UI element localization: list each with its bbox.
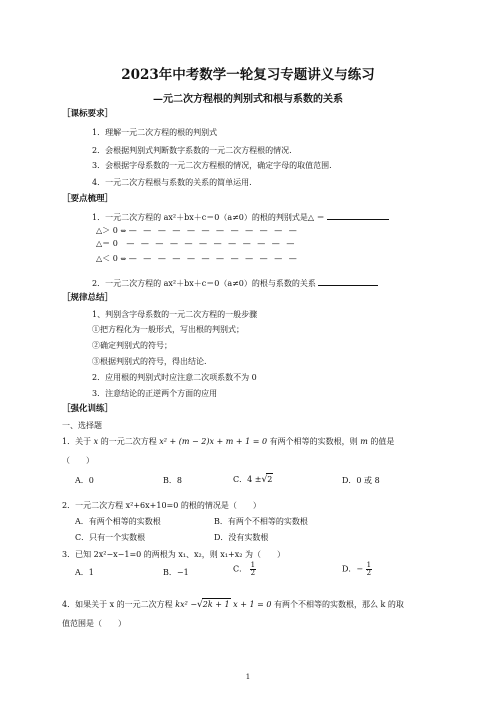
answer-blank [318,277,378,286]
key-point-1-text: 1．一元二次方程的 ax²＋bx＋c＝0（a≠0）的根的判别式是△ ＝ [92,213,325,222]
q1-option-d: D．0 或 8 [342,476,380,485]
case-negative [96,253,299,265]
q3-option-d [342,562,372,577]
page-number: 1 [245,673,251,681]
rule-1-step-c: ③根据判别式的符号，得出结论. [92,357,207,366]
document-subtitle: —元二次方程根的判别式和根与系数的关系 [153,94,343,105]
q3-option-a: A．1 [75,568,94,577]
iff-symbol: ⇔ [120,255,127,263]
answer-dashes: — — — — — — — — — — — — [128,254,299,263]
q3-option-d-fraction [366,562,372,577]
case-positive-label: △＞ 0 [96,226,118,235]
q1-text-b: 的一元二次方程 [100,437,157,446]
answer-blank [327,211,389,220]
sqrt-symbol: √ [197,600,203,610]
q2-option-a: A．有两个相等的实数根 [75,517,161,526]
section-summary-heading: ［规律总结］ [62,293,114,303]
denominator: 2 [366,569,372,577]
q1-text-a: 1．关于 [62,437,92,446]
question-4 [62,598,404,611]
key-point-2 [92,277,378,289]
q4-radicand: 2k + 1 [202,600,230,609]
question-2: 2．一元二次方程 x²+6x+10=0 的根的情况是（ ） [62,501,261,510]
q3-option-c-fraction [250,562,256,577]
q3-option-c [233,562,256,577]
q4-continuation: 值范围是（ ） [62,619,126,628]
case-zero [96,238,296,249]
requirement-2: 2．会根据判别式判断数字系数的一元二次方程根的情况. [92,146,292,155]
rule-1: 1、判别含字母系数的一元二次方程的一般步骤 [92,310,258,319]
document-title: 2023年中考数学一轮复习专题讲义与练习 [121,67,375,83]
answer-dashes: — — — — — — — — — — — — [128,226,299,235]
denominator: 2 [250,569,256,577]
case-positive [96,225,299,237]
q3-option-c-label: C． [233,564,248,574]
section-curriculum-heading: ［课标要求］ [62,109,114,119]
numerator: 1 [366,561,372,569]
case-zero-label: △＝ 0 [96,239,118,248]
rule-1-step-a: ①把方程化为一般形式，写出根的判别式； [92,325,244,334]
rule-1-step-b: ②确定判别式的符号； [92,341,172,350]
question-1 [62,436,394,447]
section-key-points-heading: ［要点梳理］ [62,194,114,204]
q1-paren: （ ） [62,456,94,465]
q1-var-x: x [93,437,99,446]
q1-equation: x² + (m − 2)x + m + 1 = 0 [159,437,268,446]
question-3: 3．已知 2x²−x−1=0 的两根为 x₁、x₂，则 x₁+x₂ 为（ ） [62,550,285,559]
q4-equation-part2: x + 1 = 0 [233,600,272,609]
q1-option-a: A．0 [75,476,94,485]
case-negative-label: △＜ 0 [96,254,118,263]
q4-text-a: 4．如果关于 x 的一元二次方程 [62,600,173,609]
q1-option-c [233,473,273,486]
q1-var-m: m [360,437,368,446]
q2-option-b: B．有两个不相等的实数根 [214,517,308,526]
rule-2: 2．应用根的判别式时应注意二次项系数不为 0 [92,373,257,382]
q4-text-b: 有两个不相等的实数根，那么 k 的取 [274,600,404,609]
sqrt-symbol: √ [261,475,268,485]
numerator: 1 [250,561,256,569]
q3-option-b: B．−1 [163,568,189,577]
key-point-2-text: 2．一元二次方程的 ax²＋bx＋c＝0（a≠0）的根与系数的关系 [92,279,316,288]
q1-option-c-radicand: 2 [267,475,273,484]
q1-option-b: B．8 [163,476,182,485]
answer-dashes: — — — — — — — — — — — — [126,239,297,248]
q2-option-d: D．没有实数根 [214,533,269,542]
q2-option-c: C．只有一个实数根 [75,533,146,542]
q3-option-d-label: D．− [342,564,364,574]
requirement-1: 1．理解一元二次方程的根的判别式 [92,128,218,137]
rule-3: 3．注意结论的正逆两个方面的应用 [92,389,218,398]
section-practice-heading: ［强化训练］ [62,404,114,414]
q4-equation-part1: kx² − [175,600,198,609]
requirement-4: 4．一元二次方程根与系数的关系的简单运用. [92,178,252,187]
part-multiple-choice: 一、选择题 [62,421,102,430]
q1-text-d: 的值是 [370,437,395,446]
q1-option-c-text: C．4 ± [233,475,262,484]
iff-symbol: ⇔ [120,227,127,235]
q1-text-c: 有两个相等的实数根，则 [269,437,358,446]
requirement-3: 3．会根据字母系数的一元二次方程根的情况，确定字母的取值范围. [92,161,332,170]
key-point-1 [92,211,389,223]
